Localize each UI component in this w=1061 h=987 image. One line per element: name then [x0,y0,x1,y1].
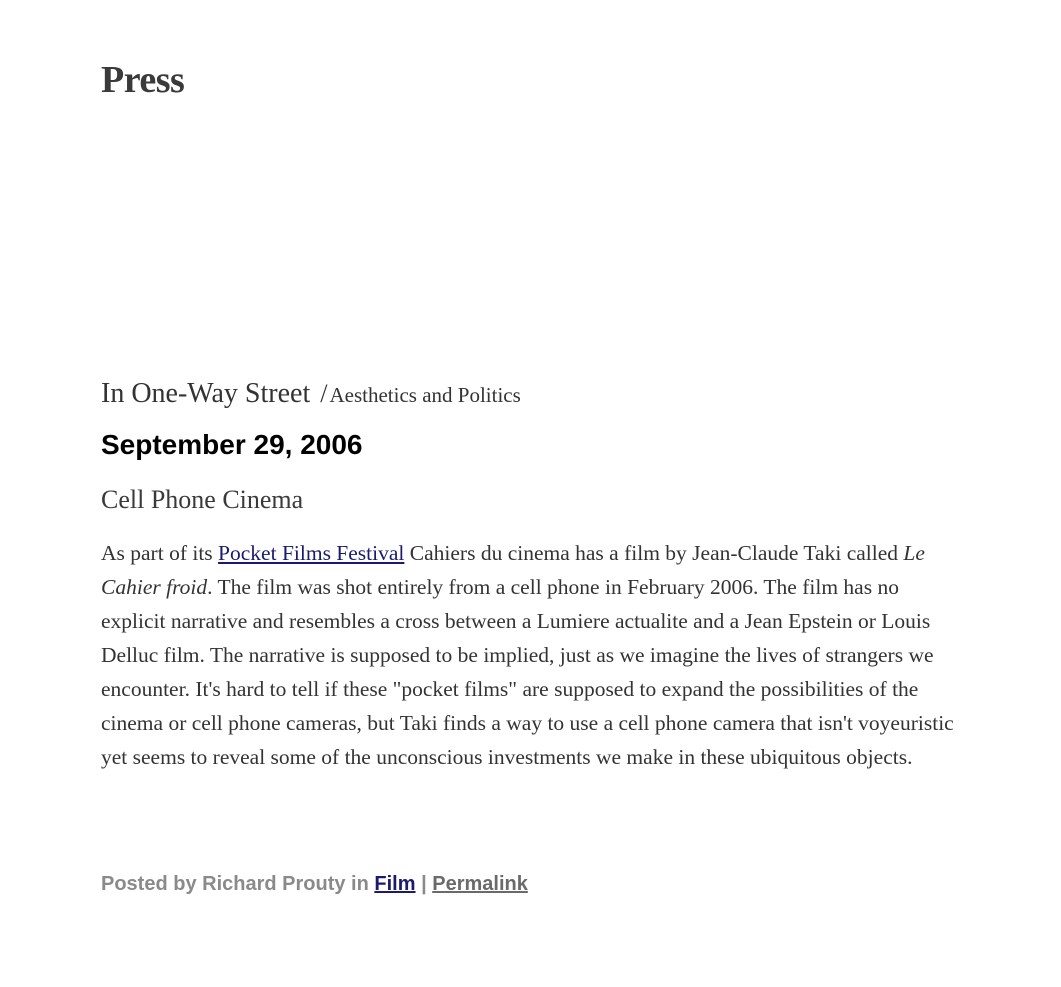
posted-by-text: Posted by Richard Prouty in [101,873,375,895]
permalink-link[interactable]: Permalink [432,873,528,895]
post-body-text: Cahiers du cinema has a film by Jean-Claude Taki called [404,541,904,565]
post-title: Cell Phone Cinema [101,485,304,514]
post-body-text: . The film was shot entirely from a cell phone in February 2006. The film has no explicit narrative and resembles a cross between a Lumiere actualite and a Jean Epstein or Louis Delluc film. The narrative is supposed to be implied, just as we imagine the lives of strangers we encounter. It's hard to tell if these "pocket films" are supposed to expand the possibilities of the cinema or cell phone cameras, but Taki finds a way to use a cell phone camera that isn't voyeuristic yet seems to reveal some of the unconscious investments we make in these ubiquitous objects. [101,575,954,769]
post-date: September 29, 2006 [101,429,363,460]
category-film-link[interactable]: Film [374,873,416,895]
source-category: Aesthetics and Politics [329,383,521,407]
page-title: Press [101,59,185,101]
pocket-films-festival-link[interactable]: Pocket Films Festival [218,541,405,565]
footer-divider: | [415,873,433,895]
post-footer [101,870,528,898]
film-title: Le Cahier froid [101,541,925,599]
post-body [101,536,961,774]
source-line [101,378,521,410]
source-separator: / [320,379,328,408]
post-body-text: As part of its [101,541,219,565]
source-name: In One-Way Street [101,378,311,409]
